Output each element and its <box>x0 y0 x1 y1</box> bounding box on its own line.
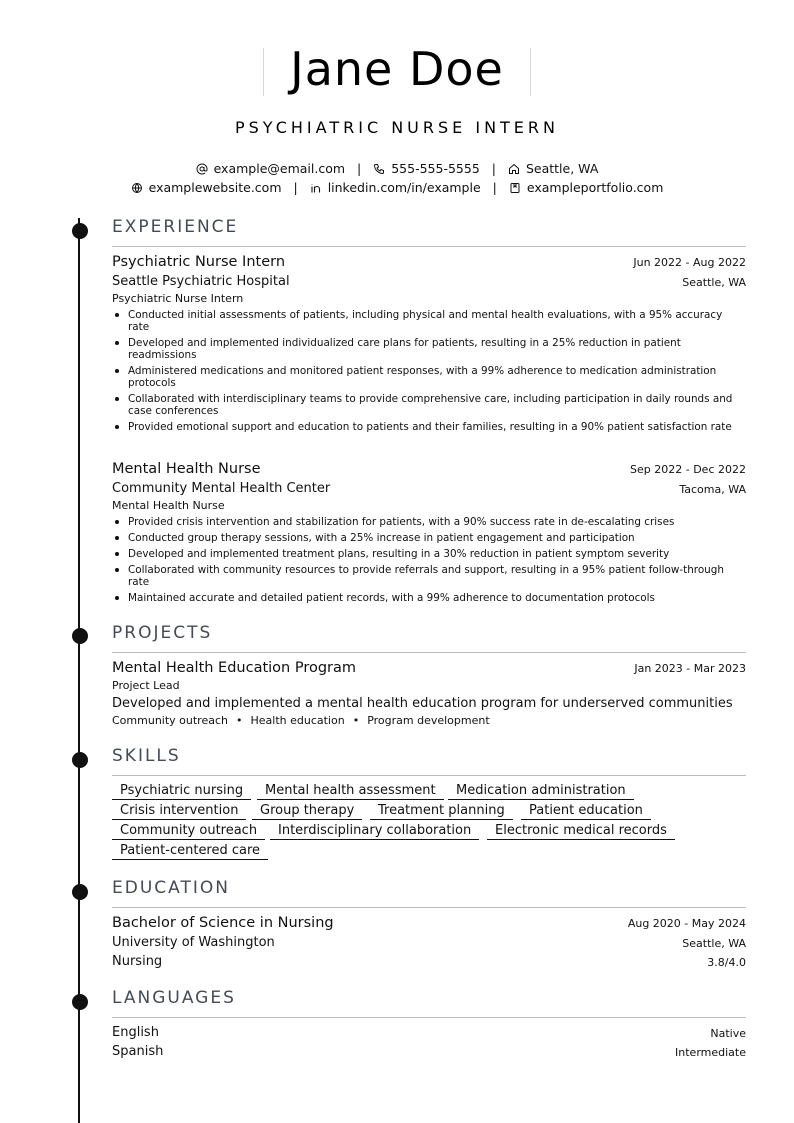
globe-icon <box>131 182 143 194</box>
skill-tag: Mental health assessment <box>257 783 444 800</box>
education-gpa: 3.8/4.0 <box>707 956 746 969</box>
skill-tag: Medication administration <box>448 783 634 800</box>
job-title: PSYCHIATRIC NURSE INTERN <box>235 118 559 137</box>
job-company: Seattle Psychiatric Hospital <box>112 274 290 289</box>
timeline-dot-skills <box>72 752 88 768</box>
job-position: Mental Health Nurse <box>112 461 261 477</box>
skill-tag: Group therapy <box>252 803 362 820</box>
linkedin-item[interactable] <box>310 179 481 197</box>
skill-tag: Community outreach <box>112 823 265 840</box>
contact-row-1 <box>0 159 794 178</box>
tag-separator: • <box>352 714 360 727</box>
job-bullet: Developed and implemented treatment plans, resulting in a 30% reduction in patient symptom severity <box>112 548 746 560</box>
at-icon <box>196 163 208 175</box>
education-school: University of Washington <box>112 935 275 950</box>
contact-separator: | <box>492 179 497 195</box>
job-bullet: Collaborated with community resources to provide referrals and support, resulting in a 95% patient follow-through rate <box>112 564 746 588</box>
job-bullet: Conducted group therapy sessions, with a 25% increase in patient engagement and participation <box>112 532 746 544</box>
section-rule <box>112 775 746 776</box>
job-company: Community Mental Health Center <box>112 481 331 496</box>
section-rule <box>112 907 746 908</box>
section-title-projects: PROJECTS <box>112 623 213 643</box>
section-title-experience: EXPERIENCE <box>112 217 239 237</box>
skill-tag: Electronic medical records <box>487 823 675 840</box>
skill-tag: Interdisciplinary collaboration <box>270 823 479 840</box>
education-location: Seattle, WA <box>682 937 746 950</box>
website-text: examplewebsite.com <box>148 179 282 195</box>
section-rule <box>112 1017 746 1018</box>
education-field: Nursing <box>112 954 163 969</box>
linkedin-text: linkedin.com/in/example <box>327 179 481 195</box>
project-description: Developed and implemented a mental health education program for underserved communities <box>112 696 733 711</box>
email-text: example@email.com <box>213 160 346 176</box>
contact-separator: | <box>491 160 496 176</box>
timeline-dot-experience <box>72 223 88 239</box>
timeline-dot-projects <box>72 628 88 644</box>
project-dates: Jan 2023 - Mar 2023 <box>634 662 746 675</box>
job-dates: Sep 2022 - Dec 2022 <box>630 463 746 476</box>
timeline-dot-education <box>72 884 88 900</box>
project-role: Project Lead <box>112 679 180 692</box>
job-bullet: Conducted initial assessments of patients, including physical and mental health evaluations, with a 95% accuracy rate <box>112 309 746 333</box>
timeline-line <box>78 218 80 1123</box>
project-tag: Program development <box>367 714 490 727</box>
project-tags <box>112 714 490 728</box>
language-name: English <box>112 1025 159 1040</box>
skill-tag: Psychiatric nursing <box>112 783 251 800</box>
timeline-dot-languages <box>72 994 88 1010</box>
job-bullet: Provided emotional support and education to patients and their families, resulting in a 90% patient satisfaction rate <box>112 421 746 433</box>
job-location: Seattle, WA <box>682 276 746 289</box>
candidate-name: Jane Doe <box>290 42 504 96</box>
location-item <box>508 160 598 178</box>
skill-tag: Crisis intervention <box>112 803 246 820</box>
contact-row-2 <box>0 178 794 197</box>
phone-icon <box>373 163 385 175</box>
section-title-education: EDUCATION <box>112 878 230 898</box>
location-text: Seattle, WA <box>525 160 599 176</box>
language-level: Intermediate <box>675 1046 746 1059</box>
job-bullet: Provided crisis intervention and stabilization for patients, with a 90% success rate in de-escalating crises <box>112 516 746 528</box>
skill-tag: Patient education <box>521 803 651 820</box>
project-tag: Health education <box>250 714 345 727</box>
skill-tag: Patient-centered care <box>112 843 268 860</box>
home-icon <box>508 163 520 175</box>
tag-separator: • <box>235 714 243 727</box>
phone-item[interactable] <box>373 160 480 178</box>
website-item[interactable] <box>131 179 282 197</box>
job-bullet: Collaborated with interdisciplinary teams to provide comprehensive care, including participation in daily rounds and case conferences <box>112 393 746 417</box>
language-name: Spanish <box>112 1044 164 1059</box>
portfolio-text: exampleportfolio.com <box>526 179 664 195</box>
job-bullet: Developed and implemented individualized care plans for patients, resulting in a 25% reduction in patient readmissions <box>112 337 746 361</box>
education-degree: Bachelor of Science in Nursing <box>112 915 334 931</box>
portfolio-icon <box>509 182 521 194</box>
job-position: Psychiatric Nurse Intern <box>112 254 286 270</box>
section-title-languages: LANGUAGES <box>112 988 236 1008</box>
skill-tag: Treatment planning <box>370 803 513 820</box>
linkedin-icon <box>310 182 322 194</box>
project-tag: Community outreach <box>112 714 228 727</box>
job-bullet: Maintained accurate and detailed patient records, with a 99% adherence to documentation protocols <box>112 592 746 604</box>
job-bullets <box>112 309 746 437</box>
job-bullet: Administered medications and monitored patient responses, with a 99% adherence to medication administration protocols <box>112 365 746 389</box>
project-name: Mental Health Education Program <box>112 660 357 676</box>
section-title-skills: SKILLS <box>112 746 181 766</box>
contact-separator: | <box>357 160 362 176</box>
language-level: Native <box>710 1027 746 1040</box>
job-location: Tacoma, WA <box>679 483 746 496</box>
job-dates: Jun 2022 - Aug 2022 <box>633 256 746 269</box>
section-rule <box>112 246 746 247</box>
education-dates: Aug 2020 - May 2024 <box>627 917 746 930</box>
portfolio-item[interactable] <box>509 179 664 197</box>
job-bullets <box>112 516 746 608</box>
email-item[interactable] <box>196 160 345 178</box>
job-subtitle: Psychiatric Nurse Intern <box>112 292 244 305</box>
contact-separator: | <box>293 179 298 195</box>
phone-text: 555-555-5555 <box>391 160 480 176</box>
section-rule <box>112 652 746 653</box>
job-subtitle: Mental Health Nurse <box>112 499 225 512</box>
